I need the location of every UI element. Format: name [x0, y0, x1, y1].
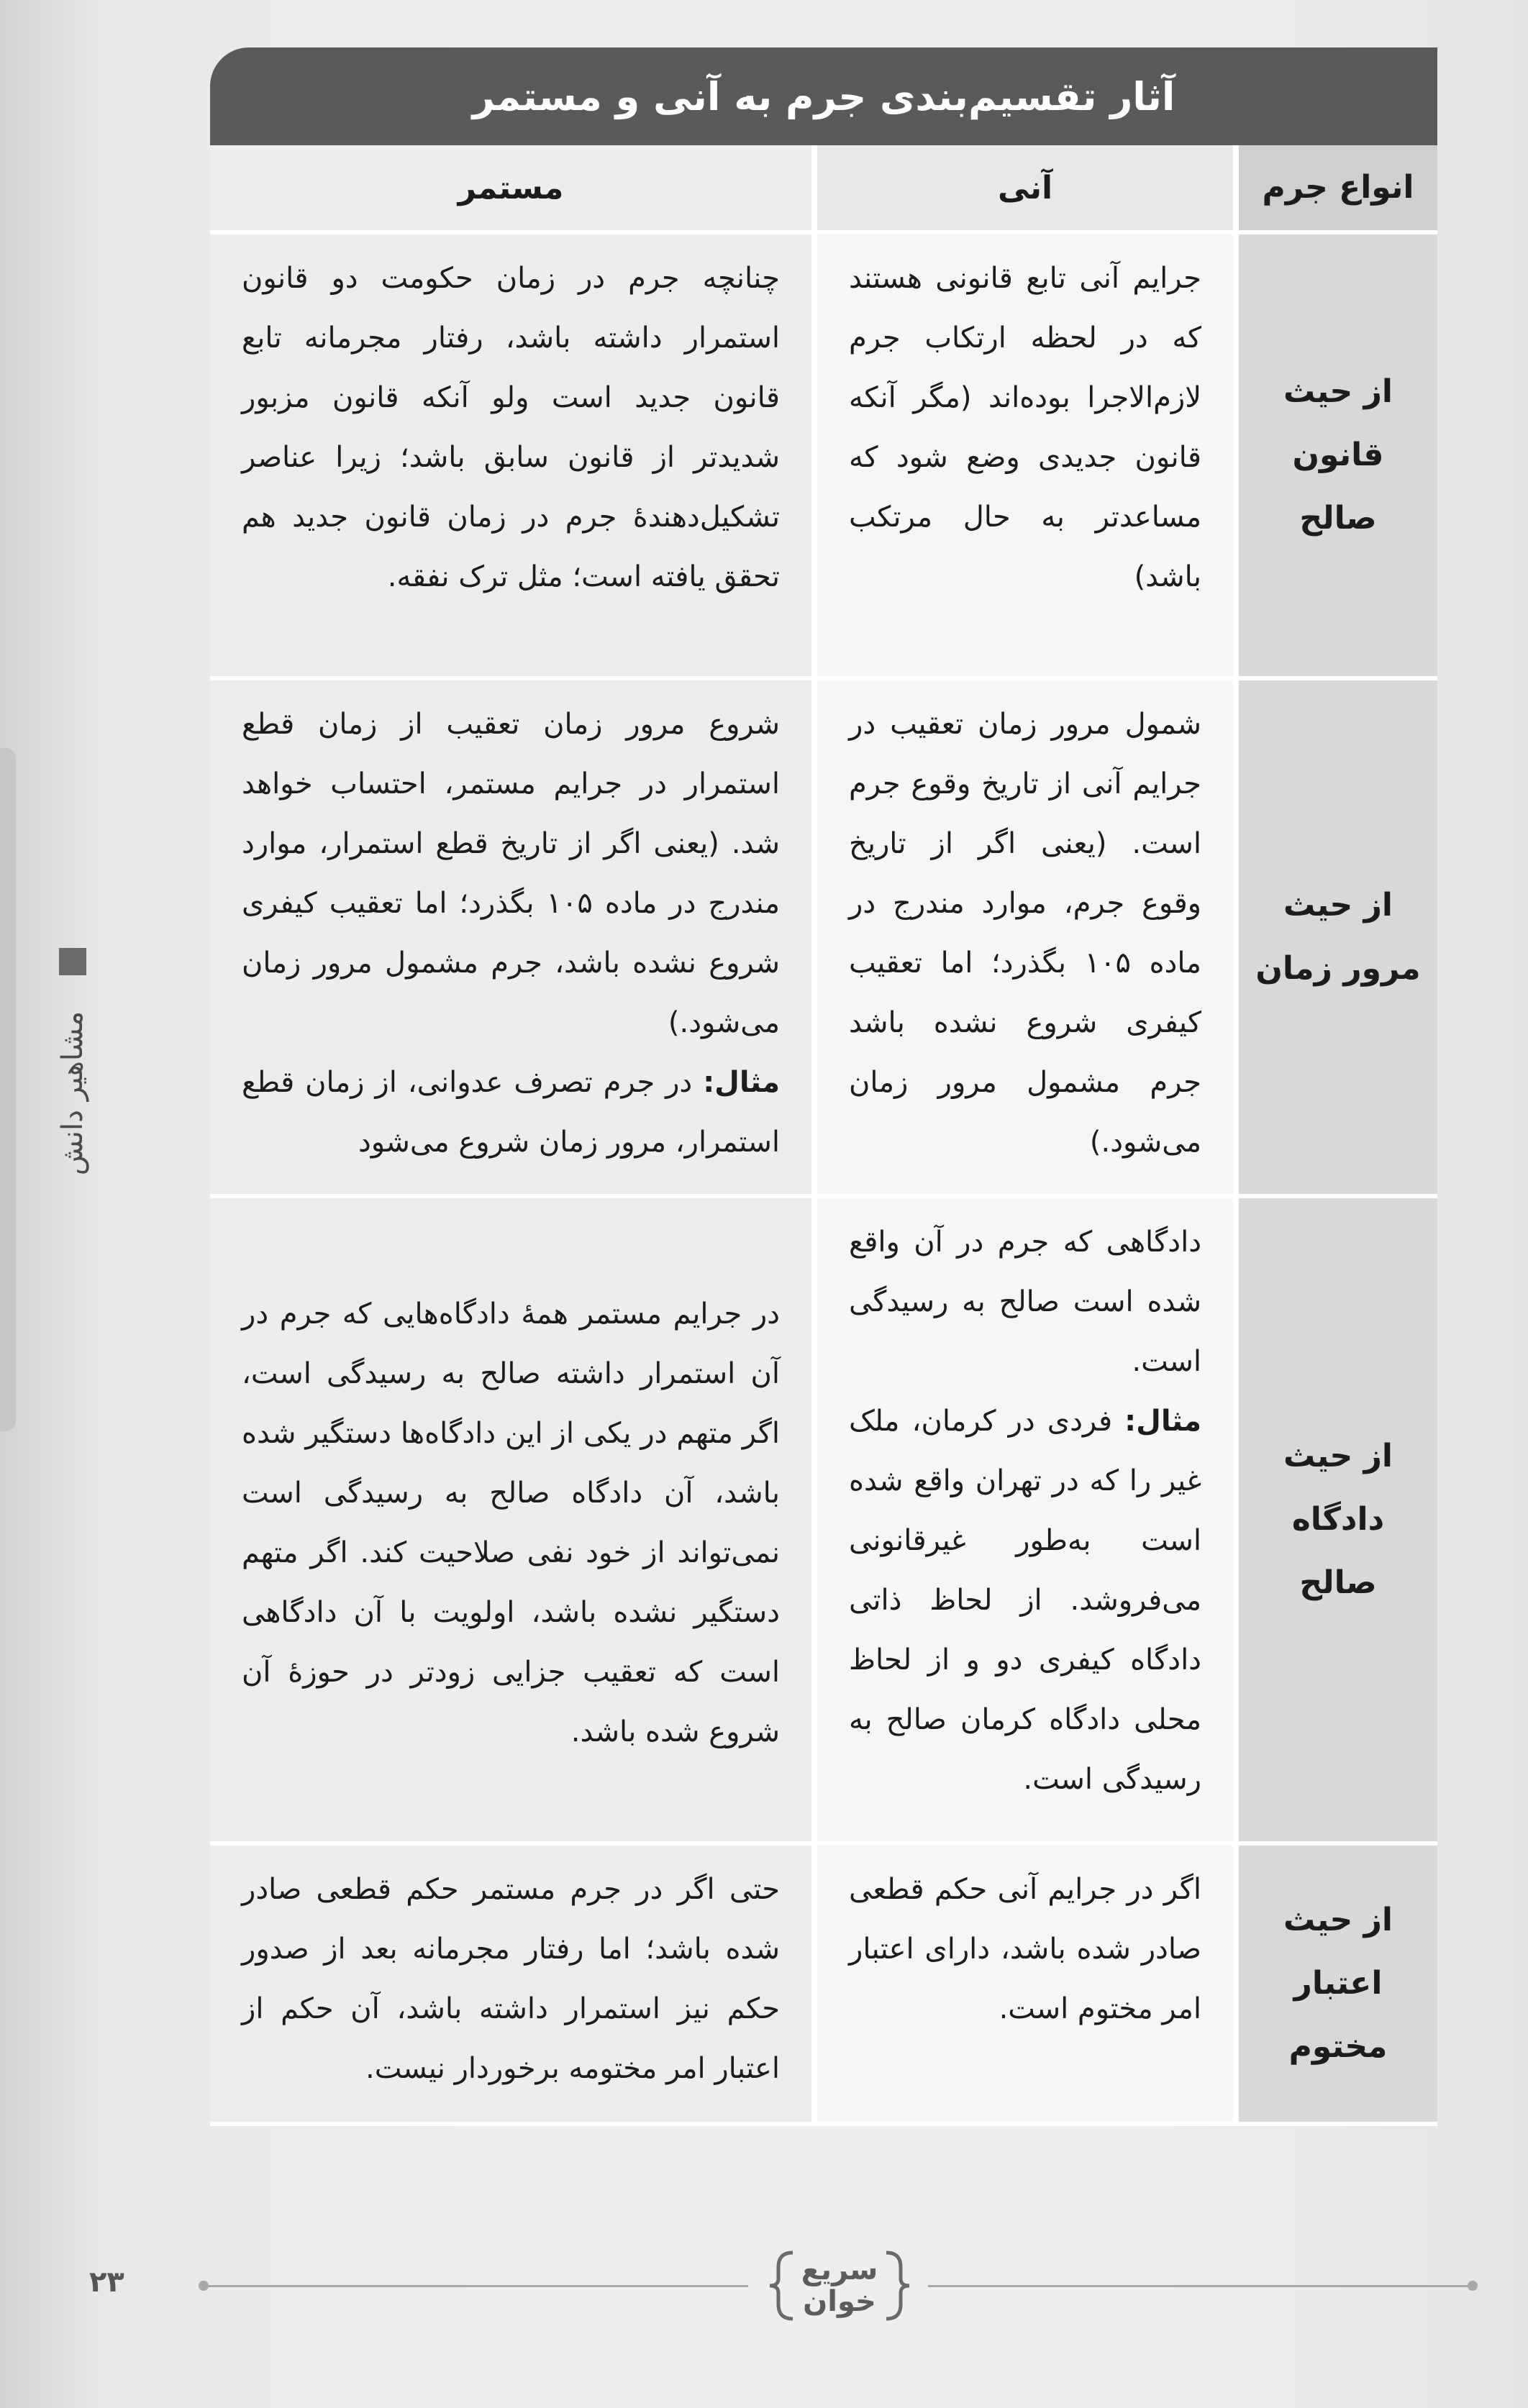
row3-example-label: مثال:	[1124, 1405, 1201, 1438]
row4-ani-text: اگر در جرایم آنی حکم قطعی صادر شده باشد، دارای اعتبار امر مختوم است.	[849, 1873, 1201, 2025]
table-title-bar	[210, 47, 1437, 145]
row3-example-text: فردی در کرمان، ملک غیر را که در تهران واقع شده است به‌طور غیرقانونی می‌فروشد. از لحاظ ذاتی دادگاه کیفری دو و از لحاظ محلی دادگاه کرمان صالح به رسیدگی است.	[849, 1405, 1201, 1796]
side-running-title-text: مشاهیر دانش	[56, 1011, 89, 1176]
row3-mostamar-cell	[210, 1198, 811, 1846]
row3-ani-cell	[811, 1198, 1239, 1846]
header-ani: آنی	[811, 145, 1239, 234]
row4-mostamar-text: حتی اگر در جرم مستمر حکم قطعی صادر شده باشد؛ اما رفتار مجرمانه بعد از صدور حکم نیز استمرار داشته باشد، آن حکم از اعتبار امر مختومه برخوردار نیست.	[242, 1873, 780, 2085]
row4-mostamar-cell	[210, 1846, 811, 2126]
logo-line-1: سریع	[801, 2253, 878, 2286]
row1-mostamar-text: چنانچه جرم در زمان حکومت دو قانون استمرار داشته باشد، رفتار مجرمانه تابع قانون جدید است ولو آنکه قانون مزبور شدیدتر از قانون سابق باشد؛ زیرا عناصر تشکیل‌دهندۀ جرم در زمان قانون جدید هم تحقق یافته است؛ مثل ترک نفقه.	[242, 262, 780, 593]
row2-mostamar-text: شروع مرور زمان تعقیب از زمان قطع استمرار در جرایم مستمر، احتساب خواهد شد. (یعنی اگر از تاریخ قطع استمرار، موارد مندرج در ماده ۱۰۵ بگذرد؛ اما تعقیب کیفری شروع نشده باشد، جرم مشمول مرور زمان می‌شود.)	[242, 708, 780, 1039]
row1-ani-cell	[811, 234, 1239, 680]
row4-type-label: از حیث اعتبار مختوم	[1283, 1902, 1393, 2065]
row2-type-cell	[1239, 680, 1437, 1198]
table-title: آثار تقسیم‌بندی جرم به آنی و مستمر	[472, 73, 1175, 119]
row1-ani-text: جرایم آنی تابع قانونی هستند که در لحظه ارتکاب جرم لازم‌الاجرا بوده‌اند (مگر آنکه قانون جدیدی وضع شود که مساعدتر به حال مرتکب باشد)	[849, 262, 1201, 593]
row4-ani-cell	[811, 1846, 1239, 2126]
row3-type-cell	[1239, 1198, 1437, 1846]
row2-type-label: از حیث مرور زمان	[1255, 887, 1421, 987]
table-grid	[210, 145, 1437, 2126]
publisher-logo	[764, 2243, 915, 2329]
row3-ani-text: دادگاهی که جرم در آن واقع شده است صالح به رسیدگی است.	[849, 1226, 1201, 1378]
row2-example-text: در جرم تصرف عدوانی، از زمان قطع استمرار، مرور زمان شروع می‌شود	[242, 1066, 780, 1159]
row1-type-cell	[1239, 234, 1437, 680]
row2-mostamar-example	[242, 1053, 780, 1172]
row1-mostamar-cell	[210, 234, 811, 680]
row3-type-label: از حیث دادگاه صالح	[1283, 1438, 1393, 1601]
row2-ani-text: شمول مرور زمان تعقیب در جرایم آنی از تاریخ وقوع جرم است. (یعنی اگر از تاریخ وقوع جرم، موارد مندرج در ماده ۱۰۵ بگذرد؛ اما تعقیب کیفری شروع نشده باشد جرم مشمول مرور زمان می‌شود.)	[849, 708, 1201, 1159]
header-mostamar: مستمر	[210, 145, 811, 234]
publisher-logo-text	[801, 2254, 878, 2317]
row3-mostamar-text: در جرایم مستمر همۀ دادگاه‌هایی که جرم در آن استمرار داشته صالح به رسیدگی است، اگر متهم در یکی از این دادگاه‌ها دستگیر شده باشد، آن دادگاه صالح به رسیدگی است نمی‌تواند از خود نفی صلاحیت کند. اگر متهم دستگیر نشده باشد، اولویت با آن دادگاهی است که تعقیب جزایی زودتر در حوزۀ آن شروع شده باشد.	[242, 1298, 780, 1748]
side-running-title	[47, 942, 98, 1244]
footer-rule-left	[201, 2285, 748, 2287]
row2-mostamar-cell	[210, 680, 811, 1198]
comparison-table	[210, 47, 1437, 2126]
header-type: انواع جرم	[1239, 145, 1437, 234]
logo-line-2: خوان	[803, 2285, 876, 2318]
row2-ani-cell	[811, 680, 1239, 1198]
page-edge-shadow	[0, 748, 16, 1431]
row1-type-label: از حیث قانون صالح	[1283, 373, 1393, 537]
page-number: ۲۳	[89, 2266, 124, 2299]
footer-rule-right	[928, 2285, 1475, 2287]
row4-type-cell	[1239, 1846, 1437, 2126]
row3-ani-example	[849, 1392, 1201, 1810]
row2-example-label: مثال:	[703, 1066, 781, 1099]
